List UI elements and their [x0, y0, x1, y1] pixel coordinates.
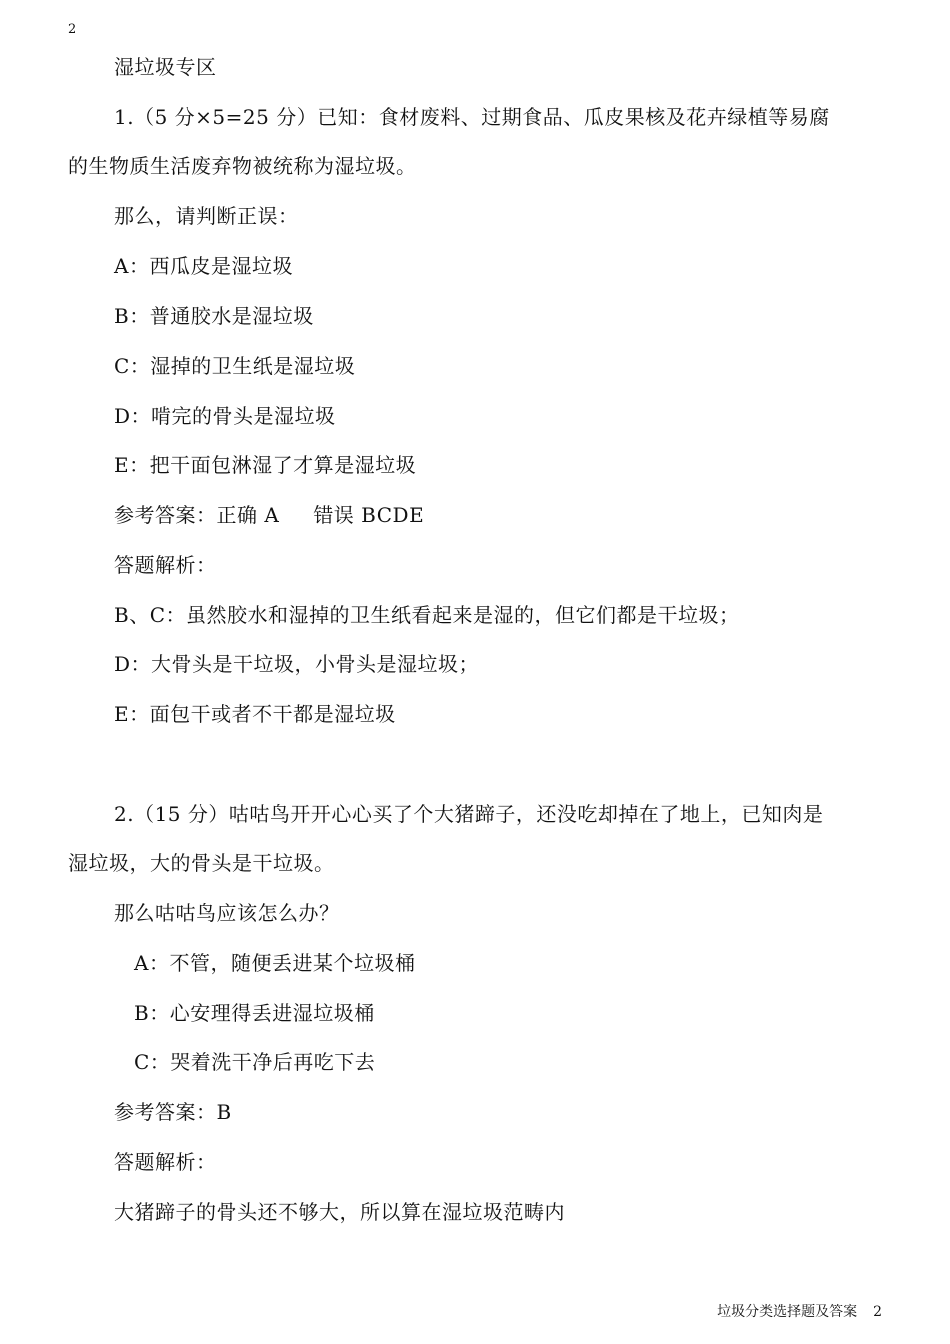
q1-analysis-d: D：大骨头是干垃圾，小骨头是湿垃圾；: [114, 652, 480, 676]
q1-answer-correct: 正确 A: [216, 503, 280, 527]
q1-prompt: 那么，请判断正误：: [114, 204, 299, 228]
q2-analysis: 大猪蹄子的骨头还不够大，所以算在湿垃圾范畴内: [114, 1200, 565, 1224]
q1-analysis-label: 答题解析：: [114, 553, 217, 577]
q1-stem-line-2: 的生物质生活废弃物被统称为湿垃圾。: [68, 154, 417, 178]
header-page-number: 2: [68, 22, 77, 37]
q1-analysis-bc: B、C：虽然胶水和湿掉的卫生纸看起来是湿的，但它们都是干垃圾；: [114, 603, 740, 627]
q2-answer: 参考答案：B: [114, 1100, 232, 1124]
q1-option-a: A：西瓜皮是湿垃圾: [114, 254, 293, 278]
q1-answer-label: 参考答案：: [114, 503, 217, 527]
q1-answer: [114, 501, 424, 529]
page-footer: [717, 1303, 882, 1321]
q1-option-b: B：普通胶水是湿垃圾: [114, 304, 314, 328]
q2-stem-line-2: 湿垃圾，大的骨头是干垃圾。: [68, 851, 335, 875]
q1-option-e: E：把干面包淋湿了才算是湿垃圾: [114, 453, 417, 477]
footer-title: 垃圾分类选择题及答案: [717, 1304, 858, 1320]
q2-prompt: 那么咕咕鸟应该怎么办？: [114, 901, 340, 925]
q2-option-b: B：心安理得丢进湿垃圾桶: [134, 1001, 375, 1025]
section-title: 湿垃圾专区: [114, 55, 217, 79]
q2-analysis-label: 答题解析：: [114, 1150, 217, 1174]
q1-option-c: C：湿掉的卫生纸是湿垃圾: [114, 354, 356, 378]
q1-analysis-e: E：面包干或者不干都是湿垃圾: [114, 702, 396, 726]
q2-option-c: C：哭着洗干净后再吃下去: [134, 1050, 376, 1074]
footer-page-number: 2: [873, 1304, 882, 1320]
q1-option-d: D：啃完的骨头是湿垃圾: [114, 404, 336, 428]
q1-answer-wrong: 错误 BCDE: [313, 503, 425, 527]
q1-stem-line-1: 1.（5 分×5=25 分）已知：食材废料、过期食品、瓜皮果核及花卉绿植等易腐: [114, 105, 830, 129]
q2-stem-line-1: 2.（15 分）咕咕鸟开开心心买了个大猪蹄子，还没吃却掉在了地上，已知肉是: [114, 802, 824, 826]
q2-option-a: A：不管，随便丢进某个垃圾桶: [134, 951, 416, 975]
